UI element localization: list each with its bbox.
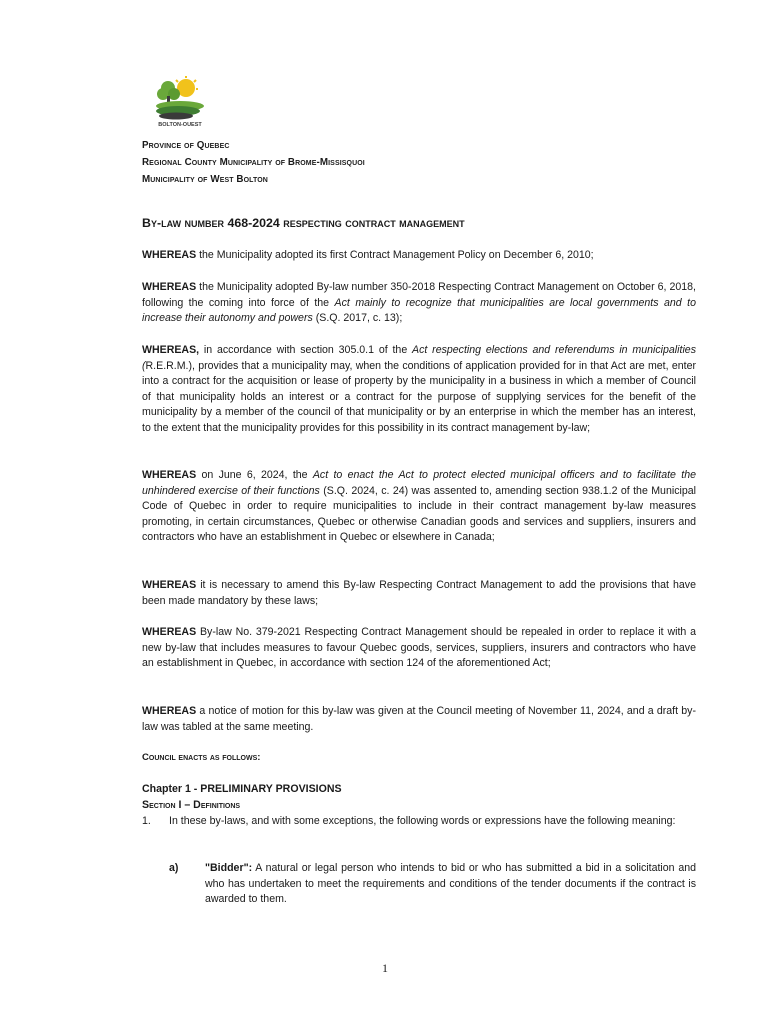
whereas-label: WHEREAS: [142, 469, 197, 481]
whereas-label: WHEREAS: [142, 626, 197, 638]
act-title: Act respecting elections and referendums in municipalities (: [142, 344, 696, 372]
whereas-paragraph-3: WHEREAS, in accordance with section 305.0.1 of the Act respecting elections and referendums in municipalities (R.E.R.M.), provides that a municipality may, when the conditions of application provided for in that Act are met, enter into a contract for the acquisition or lease of property by the municipality in a business in which a member of Council of that municipality holds an interest or a contract for the purpose of supplying services for the benefit of the municipality by a member of the council of that municipality or by an enterprise in which the member has an interest, to the extent that the municipality provides for this possibility in its contract management by-law;: [142, 344, 696, 434]
definition-bidder: "Bidder": A natural or legal person who intends to bid or who has submitted a bid in a solicitation and who has undertaken to meet the requirements and conditions of the tender documents if the contract is awarded to them.: [205, 862, 696, 906]
section-heading: Section I – Definitions: [142, 799, 241, 811]
header-province: Province of Quebec: [142, 140, 230, 151]
whereas-paragraph-7: WHEREAS a notice of motion for this by-law was given at the Council meeting of November 11, 2024, and a draft by-law was tabled at the same meeting.: [142, 705, 696, 733]
whereas-paragraph-2: WHEREAS the Municipality adopted By-law number 350-2018 Respecting Contract Management on October 6, 2018, following the coming into force of the Act mainly to recognize that municipalities are local governments and to increase their autonomy and powers (S.Q. 2017, c. 13);: [142, 281, 696, 325]
item-text-1: In these by-laws, and with some exceptions, the following words or expressions have the following meaning:: [169, 815, 676, 827]
act-title: Act to enact the Act to protect elected municipal officers and to facilitate the unhindered exercise of their functions: [142, 469, 696, 497]
header-municipality: Municipality of West Bolton: [142, 174, 268, 185]
whereas-paragraph-5: WHEREAS it is necessary to amend this By-law Respecting Contract Management to add the provisions that have been made mandatory by these laws;: [142, 579, 696, 607]
header-rcm: Regional County Municipality of Brome-Missisquoi: [142, 157, 365, 168]
whereas-label: WHEREAS: [142, 579, 197, 591]
whereas-paragraph-4: WHEREAS on June 6, 2024, the Act to enact the Act to protect elected municipal officers and to facilitate the unhindered exercise of their functions (S.Q. 2024, c. 24) was assented to, amending section 938.1.2 of the Municipal Code of Quebec in order to require municipalities to include in their contract management by-law measures promoting, in certain circumstances, Quebec or otherwise Canadian goods and services and suppliers, insurers and contractors who have an establishment in Quebec or elsewhere in Canada;: [142, 469, 696, 544]
chapter-heading: Chapter 1 - PRELIMINARY PROVISIONS: [142, 783, 342, 795]
whereas-label: WHEREAS: [142, 281, 197, 293]
definition-term: "Bidder":: [205, 862, 253, 874]
item-number-1: 1.: [142, 815, 151, 827]
whereas-label: WHEREAS,: [142, 344, 200, 356]
item-label-a: a): [169, 862, 179, 874]
logo-caption: BOLTON-OUEST: [158, 122, 202, 128]
page-number: 1: [382, 961, 388, 975]
whereas-paragraph-1: WHEREAS the Municipality adopted its first Contract Management Policy on December 6, 2010;: [142, 249, 594, 261]
municipality-logo: [150, 76, 210, 128]
act-title: Act mainly to recognize that municipalities are local governments and to increase their autonomy and powers: [142, 296, 696, 325]
bylaw-title: By-law number 468-2024 respecting contract management: [142, 216, 465, 230]
whereas-paragraph-6: WHEREAS By-law No. 379-2021 Respecting Contract Management should be repealed in order to replace it with a new by-law that includes measures to favour Quebec goods, services, suppliers, insurers and contractors who have an establishment in Quebec, in accordance with section 124 of the aforementioned Act;: [142, 626, 696, 670]
council-enacts-heading: Council enacts as follows:: [142, 752, 261, 763]
logo-graphic: [150, 76, 210, 128]
whereas-label: WHEREAS: [142, 705, 197, 717]
whereas-label: WHEREAS: [142, 249, 197, 261]
